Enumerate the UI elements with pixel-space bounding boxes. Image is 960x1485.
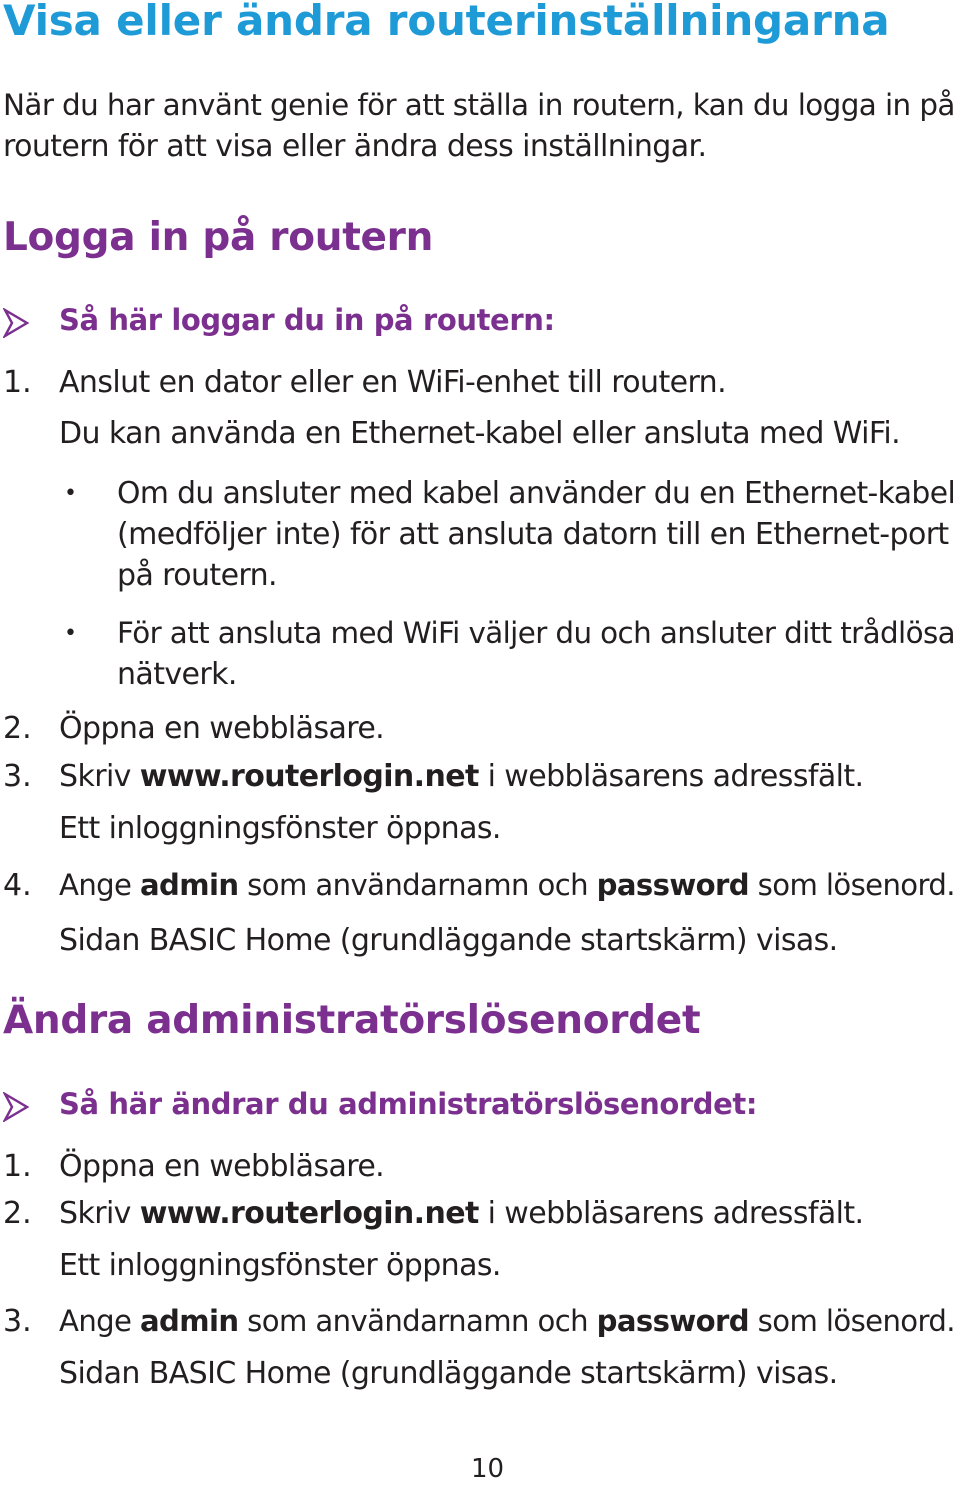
text-span: som användarnamn och: [238, 1304, 597, 1338]
password-text: password: [596, 868, 750, 902]
text-span: Ange: [59, 1304, 141, 1338]
bullet-icon: •: [64, 621, 77, 646]
bullet-1-line-1: Om du ansluter med kabel använder du en Ethernet-kabel: [117, 476, 956, 511]
step-2-text: Öppna en webbläsare.: [59, 711, 385, 746]
bullet-2-line-2: nätverk.: [117, 657, 237, 692]
section-heading-login: Logga in på routern: [3, 215, 434, 260]
text-span: Skriv: [59, 759, 140, 794]
step-number: 2.: [3, 1196, 32, 1231]
text-span: som lösenord.: [749, 1304, 955, 1338]
username-text: admin: [140, 868, 239, 902]
step-number: 3.: [3, 1304, 32, 1339]
step-4-note: Sidan BASIC Home (grundläggande startskärm) visas.: [59, 923, 838, 958]
text-span: i webbläsarens adressfält.: [478, 1196, 864, 1231]
bullet-1-line-2: (medföljer inte) för att ansluta datorn till en Ethernet-port: [117, 517, 949, 552]
step-2-text: [59, 1196, 863, 1231]
step-number: 3.: [3, 759, 32, 794]
step-1-text: Öppna en webbläsare.: [59, 1149, 385, 1184]
password-text: password: [596, 1304, 750, 1338]
bullet-1-line-3: på routern.: [117, 558, 277, 593]
step-3-note: Ett inloggningsfönster öppnas.: [59, 811, 501, 846]
page-number: 10: [471, 1454, 505, 1484]
step-1-text: Anslut en dator eller en WiFi-enhet till routern.: [59, 365, 727, 400]
text-span: som användarnamn och: [238, 868, 597, 902]
url-text: www.routerlogin.net: [139, 1196, 479, 1231]
step-number: 4.: [3, 868, 32, 903]
step-3-note: Sidan BASIC Home (grundläggande startskärm) visas.: [59, 1356, 838, 1391]
text-span: Skriv: [59, 1196, 140, 1231]
procedure-title-change-password: Så här ändrar du administratörslösenordet:: [59, 1087, 758, 1121]
arrow-right-icon: [3, 1092, 29, 1122]
bullet-2-line-1: För att ansluta med WiFi väljer du och ansluter ditt trådlösa: [117, 616, 956, 650]
step-1-note: Du kan använda en Ethernet-kabel eller ansluta med WiFi.: [59, 416, 901, 451]
url-text: www.routerlogin.net: [139, 759, 479, 794]
text-span: som lösenord.: [749, 868, 955, 902]
step-number: 2.: [3, 711, 32, 746]
step-number: 1.: [3, 365, 32, 400]
step-number: 1.: [3, 1149, 32, 1184]
bullet-icon: •: [64, 481, 77, 506]
text-span: i webbläsarens adressfält.: [478, 759, 864, 794]
arrow-right-icon: [3, 308, 29, 338]
step-2-note: Ett inloggningsfönster öppnas.: [59, 1248, 501, 1283]
page-title: Visa eller ändra routerinställningarna: [3, 0, 890, 45]
step-3-text: [59, 1304, 955, 1338]
step-3-text: [59, 759, 863, 794]
text-span: Ange: [59, 868, 141, 902]
section-heading-change-password: Ändra administratörslösenordet: [3, 998, 701, 1043]
procedure-title-login: Så här loggar du in på routern:: [59, 303, 555, 337]
username-text: admin: [140, 1304, 239, 1338]
intro-line-1: När du har använt genie för att ställa in routern, kan du logga in på: [3, 88, 955, 122]
intro-line-2: routern för att visa eller ändra dess inställningar.: [3, 129, 707, 164]
step-4-text: [59, 868, 955, 902]
